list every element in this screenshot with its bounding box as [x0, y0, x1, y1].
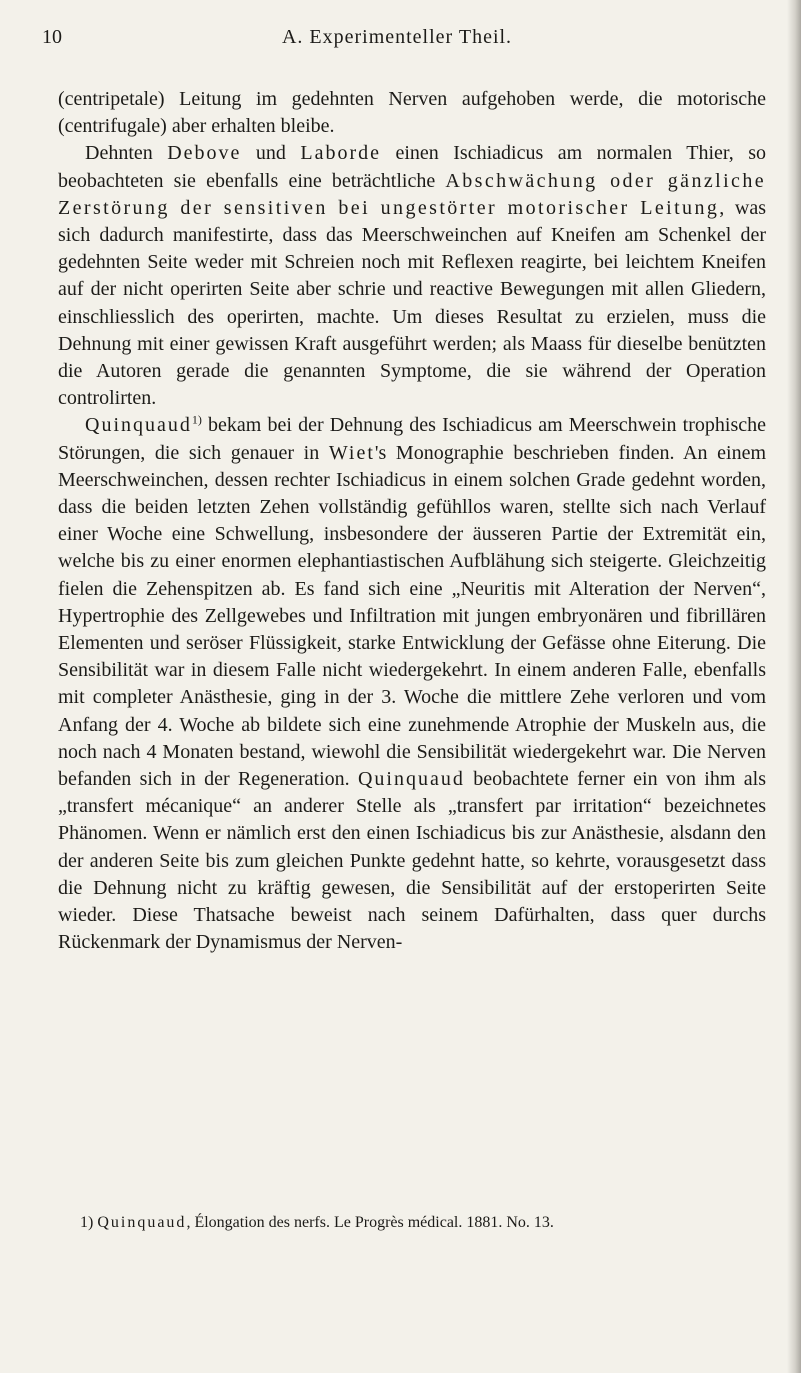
paragraph-text: was sich dadurch manifestirte, dass das Meerschweinchen auf Kneifen am Schenkel der gedehnten Seite weder mit Schreien noch mit Reflexen reagirte, bei leichtem Kneifen auf der nicht operirten Seite aber schrie und reactive Bewegungen mit allen Gliedern, einschliesslich des operirten, machte. Um dieses Resultat zu erzielen, muss die Dehnung mit einer gewissen Kraft ausgeführt werden; als Maass für dieselbe benützten die Autoren gerade die genannten Symptome, die sie während der Operation controlirten.: [58, 196, 766, 410]
author-name-wiet: Wiet: [328, 441, 375, 464]
emphasized-finding: Abschwächung oder gänzliche Zerstörung der sensitiven bei ungestörter motorischer Leitung,: [58, 169, 767, 219]
paragraph-text: beobachtete ferner ein von ihm als „transfert mécanique“ an anderer Stelle als „transfert par irritation“ bezeichnetes Phänomen. Wenn er nämlich erst den einen Ischiadicus bis zur Anästhesie, alsdann den der anderen Seite bis zum gleichen Punkte gedehnt hatte, so kehrte, vorausgesetzt dass die Dehnung nicht zu kräftig gewesen, die Sensibilität auf der erstoperirten Seite wieder. Diese Thatsache beweist nach seinem Dafürhalten, dass quer durchs Rückenmark der Dynamismus der Nerven-: [58, 768, 766, 954]
footnote-author: Quinquaud: [97, 1214, 187, 1231]
footnote-mark: 1): [80, 1214, 94, 1231]
page-number: 10: [42, 26, 62, 48]
paragraph-quinquaud: [58, 412, 766, 956]
paragraph-text: 's Monographie beschrieben finden. An einem Meerschweinchen, dessen rechter Ischiadicus in einem solchen Grade gedehnt worden, dass die beiden letzten Zehen vollständig gefühllos waren, stellte sich nach Verlauf einer Woche eine Schwellung, insbesondere der äusseren Partie der Extremität ein, welche bis zu einer enormen elephantiastischen Aufblähung sich steigerte. Gleichzeitig fielen die Zehenspitzen ab. Es fand sich eine „Neuritis mit Alteration der Nerven“, Hypertrophie des Zellgewebes und Infiltration mit jungen embryonären und fibrillären Elementen und seröser Flüssigkeit, starke Entwicklung der Gefässe ohne Eiterung. Die Sensibilität war in diesem Falle nicht wiedergekehrt. In einem anderen Falle, ebenfalls mit completer Anästhesie, ging in der 3. Woche die mittlere Zehe verloren und vom Anfang der 4. Woche ab bildete sich eine zunehmende Atrophie der Muskeln aus, die noch nach 4 Monaten bestand, wiewohl die Sensibilität wiedergekehrt war. Die Nerven befanden sich in der Regeneration.: [58, 441, 766, 791]
paragraph-lead: Dehnten: [85, 142, 168, 165]
paragraph-continuation: (centripetale) Leitung im gedehnten Nerven aufgehoben werde, die motorische (centrifugale) aber erhalten bleibe.: [58, 88, 766, 138]
body-text: [58, 86, 766, 957]
author-name-quinquaud: Quinquaud: [85, 414, 192, 437]
paragraph-text: bekam bei der Dehnung des Ischiadicus am Meerschwein trophische Störungen, die sich genauer in: [58, 414, 766, 464]
paragraph-text: und: [241, 142, 301, 165]
author-name-quinquaud-2: Quinquaud: [357, 768, 465, 791]
author-name-laborde: Laborde: [300, 142, 382, 165]
running-title: A. Experimenteller Theil.: [281, 26, 513, 48]
footnote: [80, 1214, 780, 1232]
footnote-text: , Élongation des nerfs. Le Progrès médical. 1881. No. 13.: [186, 1214, 554, 1231]
author-name-debove: Debove: [167, 142, 242, 165]
running-head: [42, 26, 752, 54]
paragraph-debove-laborde: [58, 140, 766, 412]
footnote-reference: 1): [191, 412, 202, 427]
paragraph-text: einen Ischiadicus am normalen Thier, so beobachteten sie ebenfalls eine beträchtliche: [58, 142, 766, 192]
page-edge-shadow: [787, 0, 801, 1373]
